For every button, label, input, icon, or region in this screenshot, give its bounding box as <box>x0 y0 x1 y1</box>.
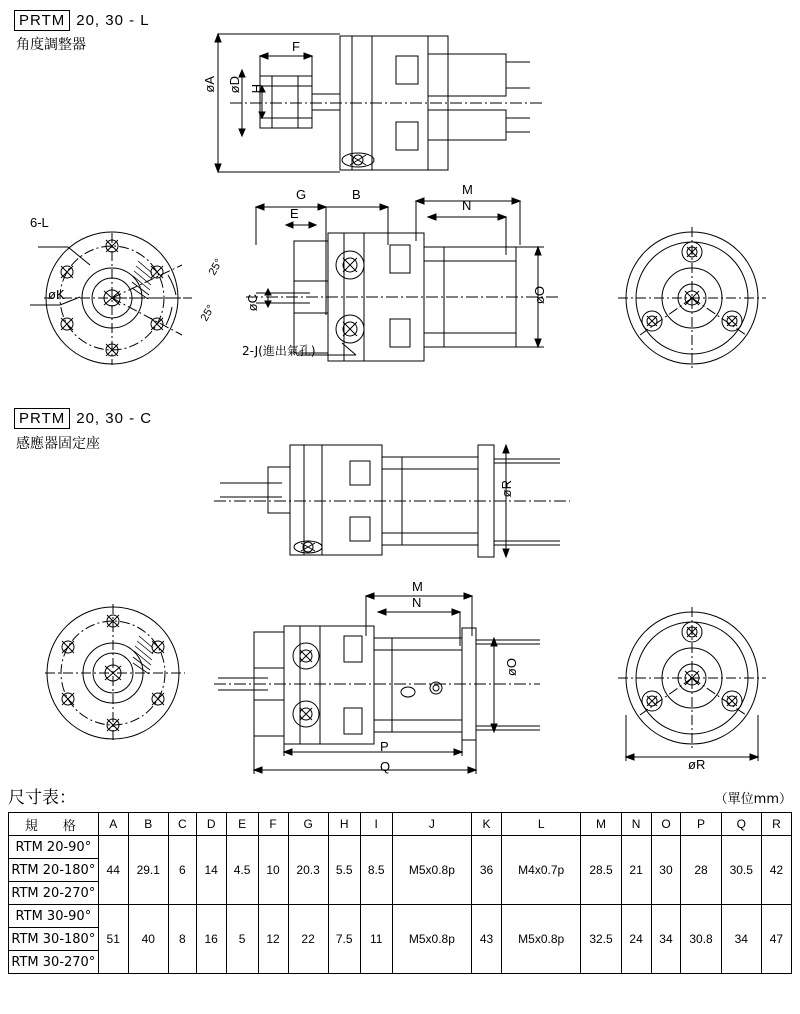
cell-L: M4x0.7p <box>501 836 580 905</box>
cell-N: 24 <box>621 905 651 974</box>
table-unit-note: （單位mm） <box>714 792 792 807</box>
dim-label-H: H <box>249 84 264 94</box>
cell-J: M5x0.8p <box>392 836 471 905</box>
section-c-code-text: 20, 30 - C <box>76 410 153 427</box>
callout-phiK: øK <box>48 287 65 302</box>
callout-angle-2: 25° <box>198 303 218 324</box>
cell-Q: 30.5 <box>721 836 761 905</box>
dim-label-Q: Q <box>380 759 391 774</box>
th-spec: 規 格 <box>9 813 99 836</box>
th-A: A <box>98 813 128 836</box>
drawing-c-rear-view <box>600 605 790 765</box>
drawing-l-side-view <box>200 14 590 184</box>
th-R: R <box>761 813 791 836</box>
cell-O: 34 <box>651 905 681 974</box>
th-B: B <box>128 813 168 836</box>
dim-label-phiC: øC <box>245 294 260 312</box>
th-G: G <box>288 813 328 836</box>
section-l-subtitle: 角度調整器 <box>16 37 86 53</box>
dim-label-M: M <box>462 182 473 197</box>
dim-label-E: E <box>290 206 299 221</box>
cell-C: 6 <box>168 836 196 905</box>
dimension-table <box>8 812 792 974</box>
cell-D: 16 <box>196 905 226 974</box>
spec-label: RTM 20-270° <box>9 882 99 905</box>
spec-label: RTM 30-270° <box>9 951 99 974</box>
dim-label-N: N <box>462 198 472 213</box>
callout-port: 2-J(進出氣孔) <box>242 344 316 358</box>
dim-label-phiO-l: øO <box>532 286 547 305</box>
cell-Q: 34 <box>721 905 761 974</box>
cell-I: 8.5 <box>360 836 392 905</box>
dim-label-N-c: N <box>412 595 422 610</box>
th-L: L <box>501 813 580 836</box>
cell-F: 12 <box>258 905 288 974</box>
th-O: O <box>651 813 681 836</box>
dim-label-P: P <box>380 739 389 754</box>
cell-K: 43 <box>472 905 502 974</box>
th-Q: Q <box>721 813 761 836</box>
cell-J: M5x0.8p <box>392 905 471 974</box>
cell-R: 42 <box>761 836 791 905</box>
cell-G: 20.3 <box>288 836 328 905</box>
drawing-l-rear-view <box>600 225 790 375</box>
callout-6L: 6-L <box>30 215 49 230</box>
dim-label-F: F <box>292 39 300 54</box>
cell-P: 30.8 <box>681 905 721 974</box>
dim-label-phiR-bottom: øR <box>688 757 706 772</box>
th-K: K <box>472 813 502 836</box>
cell-A: 44 <box>98 836 128 905</box>
table-caption: 尺寸表： <box>8 788 76 808</box>
dim-label-M-c: M <box>412 579 423 594</box>
th-J: J <box>392 813 471 836</box>
th-I: I <box>360 813 392 836</box>
dim-label-phiA: øA <box>202 76 217 93</box>
cell-G: 22 <box>288 905 328 974</box>
cell-H: 7.5 <box>328 905 360 974</box>
cell-M: 28.5 <box>581 836 621 905</box>
th-F: F <box>258 813 288 836</box>
cell-E: 4.5 <box>226 836 258 905</box>
spec-label: RTM 20-90° <box>9 836 99 859</box>
dim-label-B: B <box>352 187 361 202</box>
dim-label-phiD: øD <box>227 76 242 94</box>
section-c-subtitle: 感應器固定座 <box>16 436 100 452</box>
section-l-title <box>14 10 150 31</box>
cell-R: 47 <box>761 905 791 974</box>
cell-O: 30 <box>651 836 681 905</box>
dim-label-phiO-c: øO <box>504 658 519 677</box>
section-l-code-box: PRTM <box>14 10 70 31</box>
cell-C: 8 <box>168 905 196 974</box>
cell-K: 36 <box>472 836 502 905</box>
table-row <box>9 836 792 859</box>
table-row <box>9 905 792 928</box>
th-N: N <box>621 813 651 836</box>
th-M: M <box>581 813 621 836</box>
section-l-code-text: 20, 30 - L <box>76 12 150 29</box>
th-C: C <box>168 813 196 836</box>
th-H: H <box>328 813 360 836</box>
drawing-c-front-view <box>25 600 205 750</box>
section-c-title <box>14 408 152 429</box>
cell-M: 32.5 <box>581 905 621 974</box>
spec-label: RTM 30-90° <box>9 905 99 928</box>
cell-E: 5 <box>226 905 258 974</box>
cell-P: 28 <box>681 836 721 905</box>
drawing-c-side-view <box>210 425 590 585</box>
cell-L: M5x0.8p <box>501 905 580 974</box>
spec-label: RTM 20-180° <box>9 859 99 882</box>
th-P: P <box>681 813 721 836</box>
cell-B: 40 <box>128 905 168 974</box>
section-c-code-box: PRTM <box>14 408 70 429</box>
cell-D: 14 <box>196 836 226 905</box>
cell-A: 51 <box>98 905 128 974</box>
th-E: E <box>226 813 258 836</box>
table-header-row <box>9 813 792 836</box>
dim-label-phiR-top: øR <box>499 480 514 498</box>
spec-label: RTM 30-180° <box>9 928 99 951</box>
cell-H: 5.5 <box>328 836 360 905</box>
callout-angle-1: 25° <box>206 257 226 278</box>
dim-label-G: G <box>296 187 307 202</box>
cell-F: 10 <box>258 836 288 905</box>
th-D: D <box>196 813 226 836</box>
cell-B: 29.1 <box>128 836 168 905</box>
cell-N: 21 <box>621 836 651 905</box>
cell-I: 11 <box>360 905 392 974</box>
